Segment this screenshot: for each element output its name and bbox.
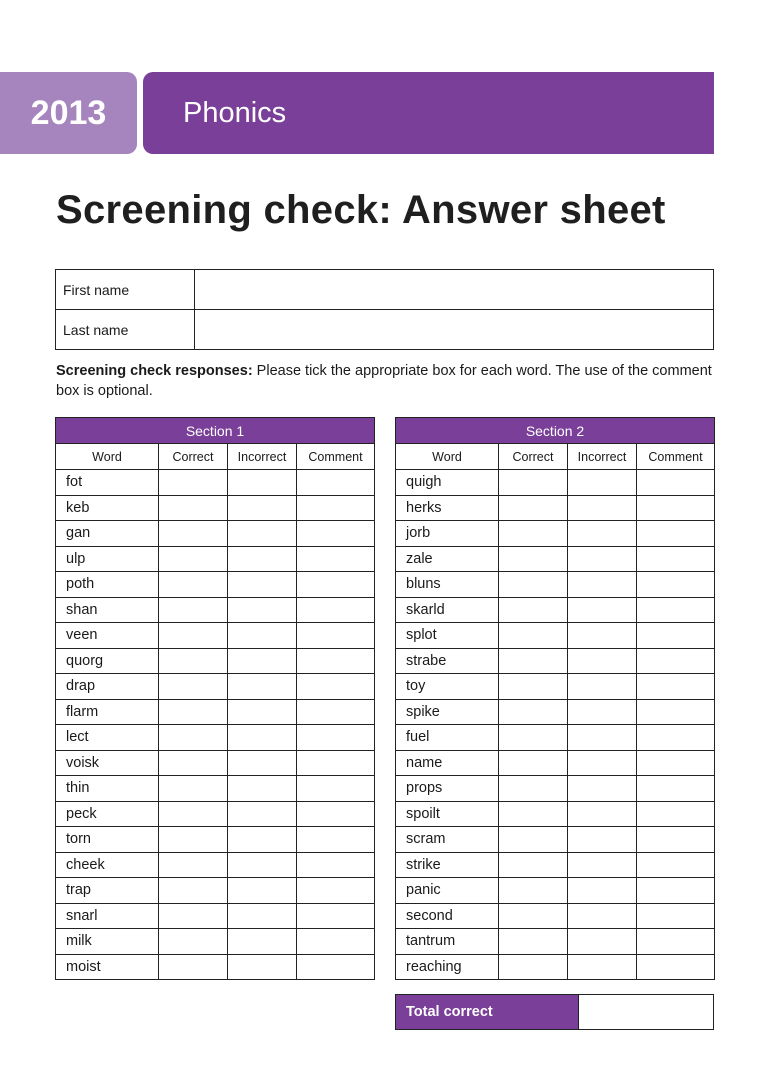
- table-row: [396, 801, 715, 827]
- incorrect-box[interactable]: [228, 776, 297, 802]
- table-row: [396, 572, 715, 598]
- correct-box[interactable]: [499, 699, 568, 725]
- word-cell: strike: [396, 852, 499, 878]
- last-name-label: Last name: [56, 310, 195, 350]
- table-row: [396, 546, 715, 572]
- comment-box[interactable]: [297, 725, 375, 751]
- comment-box[interactable]: [297, 699, 375, 725]
- incorrect-box[interactable]: [228, 903, 297, 929]
- comment-box[interactable]: [637, 750, 715, 776]
- incorrect-box[interactable]: [228, 827, 297, 853]
- incorrect-box[interactable]: [568, 776, 637, 802]
- incorrect-box[interactable]: [228, 674, 297, 700]
- table-row: [56, 852, 375, 878]
- correct-box[interactable]: [159, 623, 228, 649]
- word-cell: skarld: [396, 597, 499, 623]
- correct-box[interactable]: [499, 495, 568, 521]
- comment-box[interactable]: [297, 903, 375, 929]
- table-row: [396, 623, 715, 649]
- word-cell: cheek: [56, 852, 159, 878]
- comment-box[interactable]: [297, 852, 375, 878]
- incorrect-column-header: Incorrect: [568, 444, 637, 470]
- table-row: [396, 954, 715, 980]
- comment-box[interactable]: [637, 674, 715, 700]
- first-name-label: First name: [56, 270, 195, 310]
- word-cell: props: [396, 776, 499, 802]
- incorrect-box[interactable]: [568, 725, 637, 751]
- comment-box[interactable]: [637, 546, 715, 572]
- word-cell: voisk: [56, 750, 159, 776]
- correct-box[interactable]: [159, 495, 228, 521]
- correct-box[interactable]: [499, 546, 568, 572]
- table-row: [56, 495, 375, 521]
- word-cell: scram: [396, 827, 499, 853]
- name-table: [55, 269, 714, 350]
- incorrect-column-header: Incorrect: [228, 444, 297, 470]
- correct-box[interactable]: [499, 954, 568, 980]
- incorrect-box[interactable]: [568, 648, 637, 674]
- table-row: [56, 776, 375, 802]
- correct-box[interactable]: [159, 521, 228, 547]
- word-cell: torn: [56, 827, 159, 853]
- word-cell: snarl: [56, 903, 159, 929]
- table-row: [396, 878, 715, 904]
- comment-box[interactable]: [637, 521, 715, 547]
- comment-box[interactable]: [637, 954, 715, 980]
- word-cell: spoilt: [396, 801, 499, 827]
- correct-box[interactable]: [499, 929, 568, 955]
- comment-box[interactable]: [637, 699, 715, 725]
- comment-box[interactable]: [297, 623, 375, 649]
- table-row: [396, 521, 715, 547]
- table-row: [396, 929, 715, 955]
- word-cell: poth: [56, 572, 159, 598]
- instructions-text: Please tick the appropriate box for each word. The use of the comment box is optional.: [56, 363, 712, 399]
- table-row: [56, 648, 375, 674]
- incorrect-box[interactable]: [568, 903, 637, 929]
- section-1-title: Section 1: [56, 418, 375, 444]
- correct-box[interactable]: [159, 929, 228, 955]
- comment-box[interactable]: [637, 623, 715, 649]
- correct-box[interactable]: [499, 648, 568, 674]
- comment-box[interactable]: [297, 929, 375, 955]
- correct-box[interactable]: [159, 954, 228, 980]
- word-cell: quigh: [396, 470, 499, 496]
- table-row: [56, 929, 375, 955]
- incorrect-box[interactable]: [228, 521, 297, 547]
- correct-box[interactable]: [499, 674, 568, 700]
- word-cell: thin: [56, 776, 159, 802]
- table-row: [56, 750, 375, 776]
- incorrect-box[interactable]: [228, 572, 297, 598]
- incorrect-box[interactable]: [228, 470, 297, 496]
- word-cell: fot: [56, 470, 159, 496]
- last-name-row: [56, 310, 714, 350]
- correct-box[interactable]: [159, 903, 228, 929]
- incorrect-box[interactable]: [568, 674, 637, 700]
- word-cell: milk: [56, 929, 159, 955]
- incorrect-box[interactable]: [568, 827, 637, 853]
- word-cell: zale: [396, 546, 499, 572]
- correct-box[interactable]: [499, 623, 568, 649]
- correct-box[interactable]: [159, 827, 228, 853]
- comment-box[interactable]: [297, 495, 375, 521]
- comment-box[interactable]: [637, 878, 715, 904]
- table-row: [56, 725, 375, 751]
- table-row: [396, 750, 715, 776]
- comment-box[interactable]: [297, 801, 375, 827]
- incorrect-box[interactable]: [568, 495, 637, 521]
- table-row: [56, 827, 375, 853]
- comment-box[interactable]: [637, 903, 715, 929]
- incorrect-box[interactable]: [228, 750, 297, 776]
- correct-box[interactable]: [159, 878, 228, 904]
- comment-box[interactable]: [637, 827, 715, 853]
- correct-box[interactable]: [159, 776, 228, 802]
- table-row: [56, 572, 375, 598]
- incorrect-box[interactable]: [568, 572, 637, 598]
- word-cell: reaching: [396, 954, 499, 980]
- table-row: [56, 521, 375, 547]
- correct-box[interactable]: [159, 572, 228, 598]
- word-cell: toy: [396, 674, 499, 700]
- incorrect-box[interactable]: [568, 878, 637, 904]
- incorrect-box[interactable]: [568, 750, 637, 776]
- word-cell: jorb: [396, 521, 499, 547]
- comment-box[interactable]: [637, 725, 715, 751]
- table-row: [56, 801, 375, 827]
- word-column-header: Word: [396, 444, 499, 470]
- word-cell: tantrum: [396, 929, 499, 955]
- incorrect-box[interactable]: [568, 546, 637, 572]
- comment-box[interactable]: [637, 929, 715, 955]
- comment-column-header: Comment: [297, 444, 375, 470]
- correct-box[interactable]: [499, 903, 568, 929]
- table-row: [396, 776, 715, 802]
- correct-box[interactable]: [499, 776, 568, 802]
- total-correct-table: [395, 994, 714, 1030]
- table-row: [56, 903, 375, 929]
- comment-box[interactable]: [637, 648, 715, 674]
- table-row: [56, 597, 375, 623]
- incorrect-box[interactable]: [228, 699, 297, 725]
- word-cell: trap: [56, 878, 159, 904]
- correct-box[interactable]: [499, 801, 568, 827]
- comment-box[interactable]: [297, 648, 375, 674]
- table-row: [396, 470, 715, 496]
- year-tab: 2013: [0, 72, 137, 154]
- incorrect-box[interactable]: [228, 954, 297, 980]
- section-2-table: [395, 417, 715, 980]
- table-row: [396, 827, 715, 853]
- comment-box[interactable]: [637, 801, 715, 827]
- correct-box[interactable]: [159, 674, 228, 700]
- correct-box[interactable]: [499, 750, 568, 776]
- correct-box[interactable]: [499, 521, 568, 547]
- section-1-table: [55, 417, 375, 980]
- comment-box[interactable]: [637, 852, 715, 878]
- comment-box[interactable]: [297, 572, 375, 598]
- word-cell: drap: [56, 674, 159, 700]
- table-row: [396, 852, 715, 878]
- correct-box[interactable]: [159, 597, 228, 623]
- word-cell: fuel: [396, 725, 499, 751]
- word-cell: panic: [396, 878, 499, 904]
- table-row: [396, 699, 715, 725]
- incorrect-box[interactable]: [228, 878, 297, 904]
- correct-box[interactable]: [499, 597, 568, 623]
- word-cell: flarm: [56, 699, 159, 725]
- correct-box[interactable]: [159, 648, 228, 674]
- incorrect-box[interactable]: [228, 597, 297, 623]
- word-cell: shan: [56, 597, 159, 623]
- incorrect-box[interactable]: [568, 801, 637, 827]
- correct-column-header: Correct: [159, 444, 228, 470]
- total-correct-label: Total correct: [396, 995, 579, 1030]
- correct-box[interactable]: [499, 827, 568, 853]
- word-cell: gan: [56, 521, 159, 547]
- incorrect-box[interactable]: [568, 699, 637, 725]
- word-cell: lect: [56, 725, 159, 751]
- table-row: [396, 674, 715, 700]
- correct-box[interactable]: [159, 750, 228, 776]
- incorrect-box[interactable]: [228, 495, 297, 521]
- word-cell: peck: [56, 801, 159, 827]
- incorrect-box[interactable]: [568, 954, 637, 980]
- word-cell: strabe: [396, 648, 499, 674]
- word-cell: spike: [396, 699, 499, 725]
- table-row: [56, 699, 375, 725]
- correct-box[interactable]: [499, 725, 568, 751]
- table-row: [396, 597, 715, 623]
- correct-box[interactable]: [499, 852, 568, 878]
- correct-box[interactable]: [159, 725, 228, 751]
- table-row: [56, 546, 375, 572]
- incorrect-box[interactable]: [228, 623, 297, 649]
- word-column-header: Word: [56, 444, 159, 470]
- word-cell: second: [396, 903, 499, 929]
- comment-box[interactable]: [637, 470, 715, 496]
- incorrect-box[interactable]: [568, 470, 637, 496]
- word-cell: moist: [56, 954, 159, 980]
- instructions: [56, 361, 716, 401]
- word-cell: keb: [56, 495, 159, 521]
- correct-column-header: Correct: [499, 444, 568, 470]
- correct-box[interactable]: [159, 470, 228, 496]
- table-row: [396, 725, 715, 751]
- incorrect-box[interactable]: [228, 648, 297, 674]
- comment-box[interactable]: [297, 776, 375, 802]
- table-row: [396, 903, 715, 929]
- section-2-title: Section 2: [396, 418, 715, 444]
- last-name-field[interactable]: [195, 310, 714, 350]
- instructions-heading: Screening check responses:: [56, 363, 253, 379]
- incorrect-box[interactable]: [568, 852, 637, 878]
- comment-box[interactable]: [297, 597, 375, 623]
- comment-box[interactable]: [637, 597, 715, 623]
- incorrect-box[interactable]: [228, 725, 297, 751]
- correct-box[interactable]: [499, 470, 568, 496]
- incorrect-box[interactable]: [228, 929, 297, 955]
- subject-banner: Phonics: [143, 72, 714, 154]
- table-row: [56, 623, 375, 649]
- table-row: [56, 878, 375, 904]
- correct-box[interactable]: [499, 572, 568, 598]
- comment-box[interactable]: [297, 521, 375, 547]
- comment-box[interactable]: [297, 470, 375, 496]
- comment-box[interactable]: [637, 776, 715, 802]
- comment-box[interactable]: [637, 495, 715, 521]
- table-row: [396, 495, 715, 521]
- correct-box[interactable]: [159, 546, 228, 572]
- total-correct-field[interactable]: [579, 995, 714, 1030]
- comment-box[interactable]: [297, 878, 375, 904]
- word-cell: name: [396, 750, 499, 776]
- word-cell: ulp: [56, 546, 159, 572]
- page-title: Screening check: Answer sheet: [56, 188, 666, 232]
- correct-box[interactable]: [159, 801, 228, 827]
- incorrect-box[interactable]: [568, 623, 637, 649]
- word-cell: quorg: [56, 648, 159, 674]
- incorrect-box[interactable]: [568, 521, 637, 547]
- table-row: [56, 674, 375, 700]
- incorrect-box[interactable]: [228, 852, 297, 878]
- word-cell: veen: [56, 623, 159, 649]
- word-cell: splot: [396, 623, 499, 649]
- incorrect-box[interactable]: [228, 801, 297, 827]
- comment-box[interactable]: [297, 750, 375, 776]
- first-name-field[interactable]: [195, 270, 714, 310]
- comment-box[interactable]: [297, 546, 375, 572]
- first-name-row: [56, 270, 714, 310]
- comment-box[interactable]: [637, 572, 715, 598]
- incorrect-box[interactable]: [228, 546, 297, 572]
- correct-box[interactable]: [159, 852, 228, 878]
- comment-box[interactable]: [297, 827, 375, 853]
- comment-box[interactable]: [297, 954, 375, 980]
- word-cell: herks: [396, 495, 499, 521]
- table-row: [56, 470, 375, 496]
- incorrect-box[interactable]: [568, 929, 637, 955]
- comment-column-header: Comment: [637, 444, 715, 470]
- correct-box[interactable]: [499, 878, 568, 904]
- comment-box[interactable]: [297, 674, 375, 700]
- incorrect-box[interactable]: [568, 597, 637, 623]
- table-row: [56, 954, 375, 980]
- word-cell: bluns: [396, 572, 499, 598]
- correct-box[interactable]: [159, 699, 228, 725]
- table-row: [396, 648, 715, 674]
